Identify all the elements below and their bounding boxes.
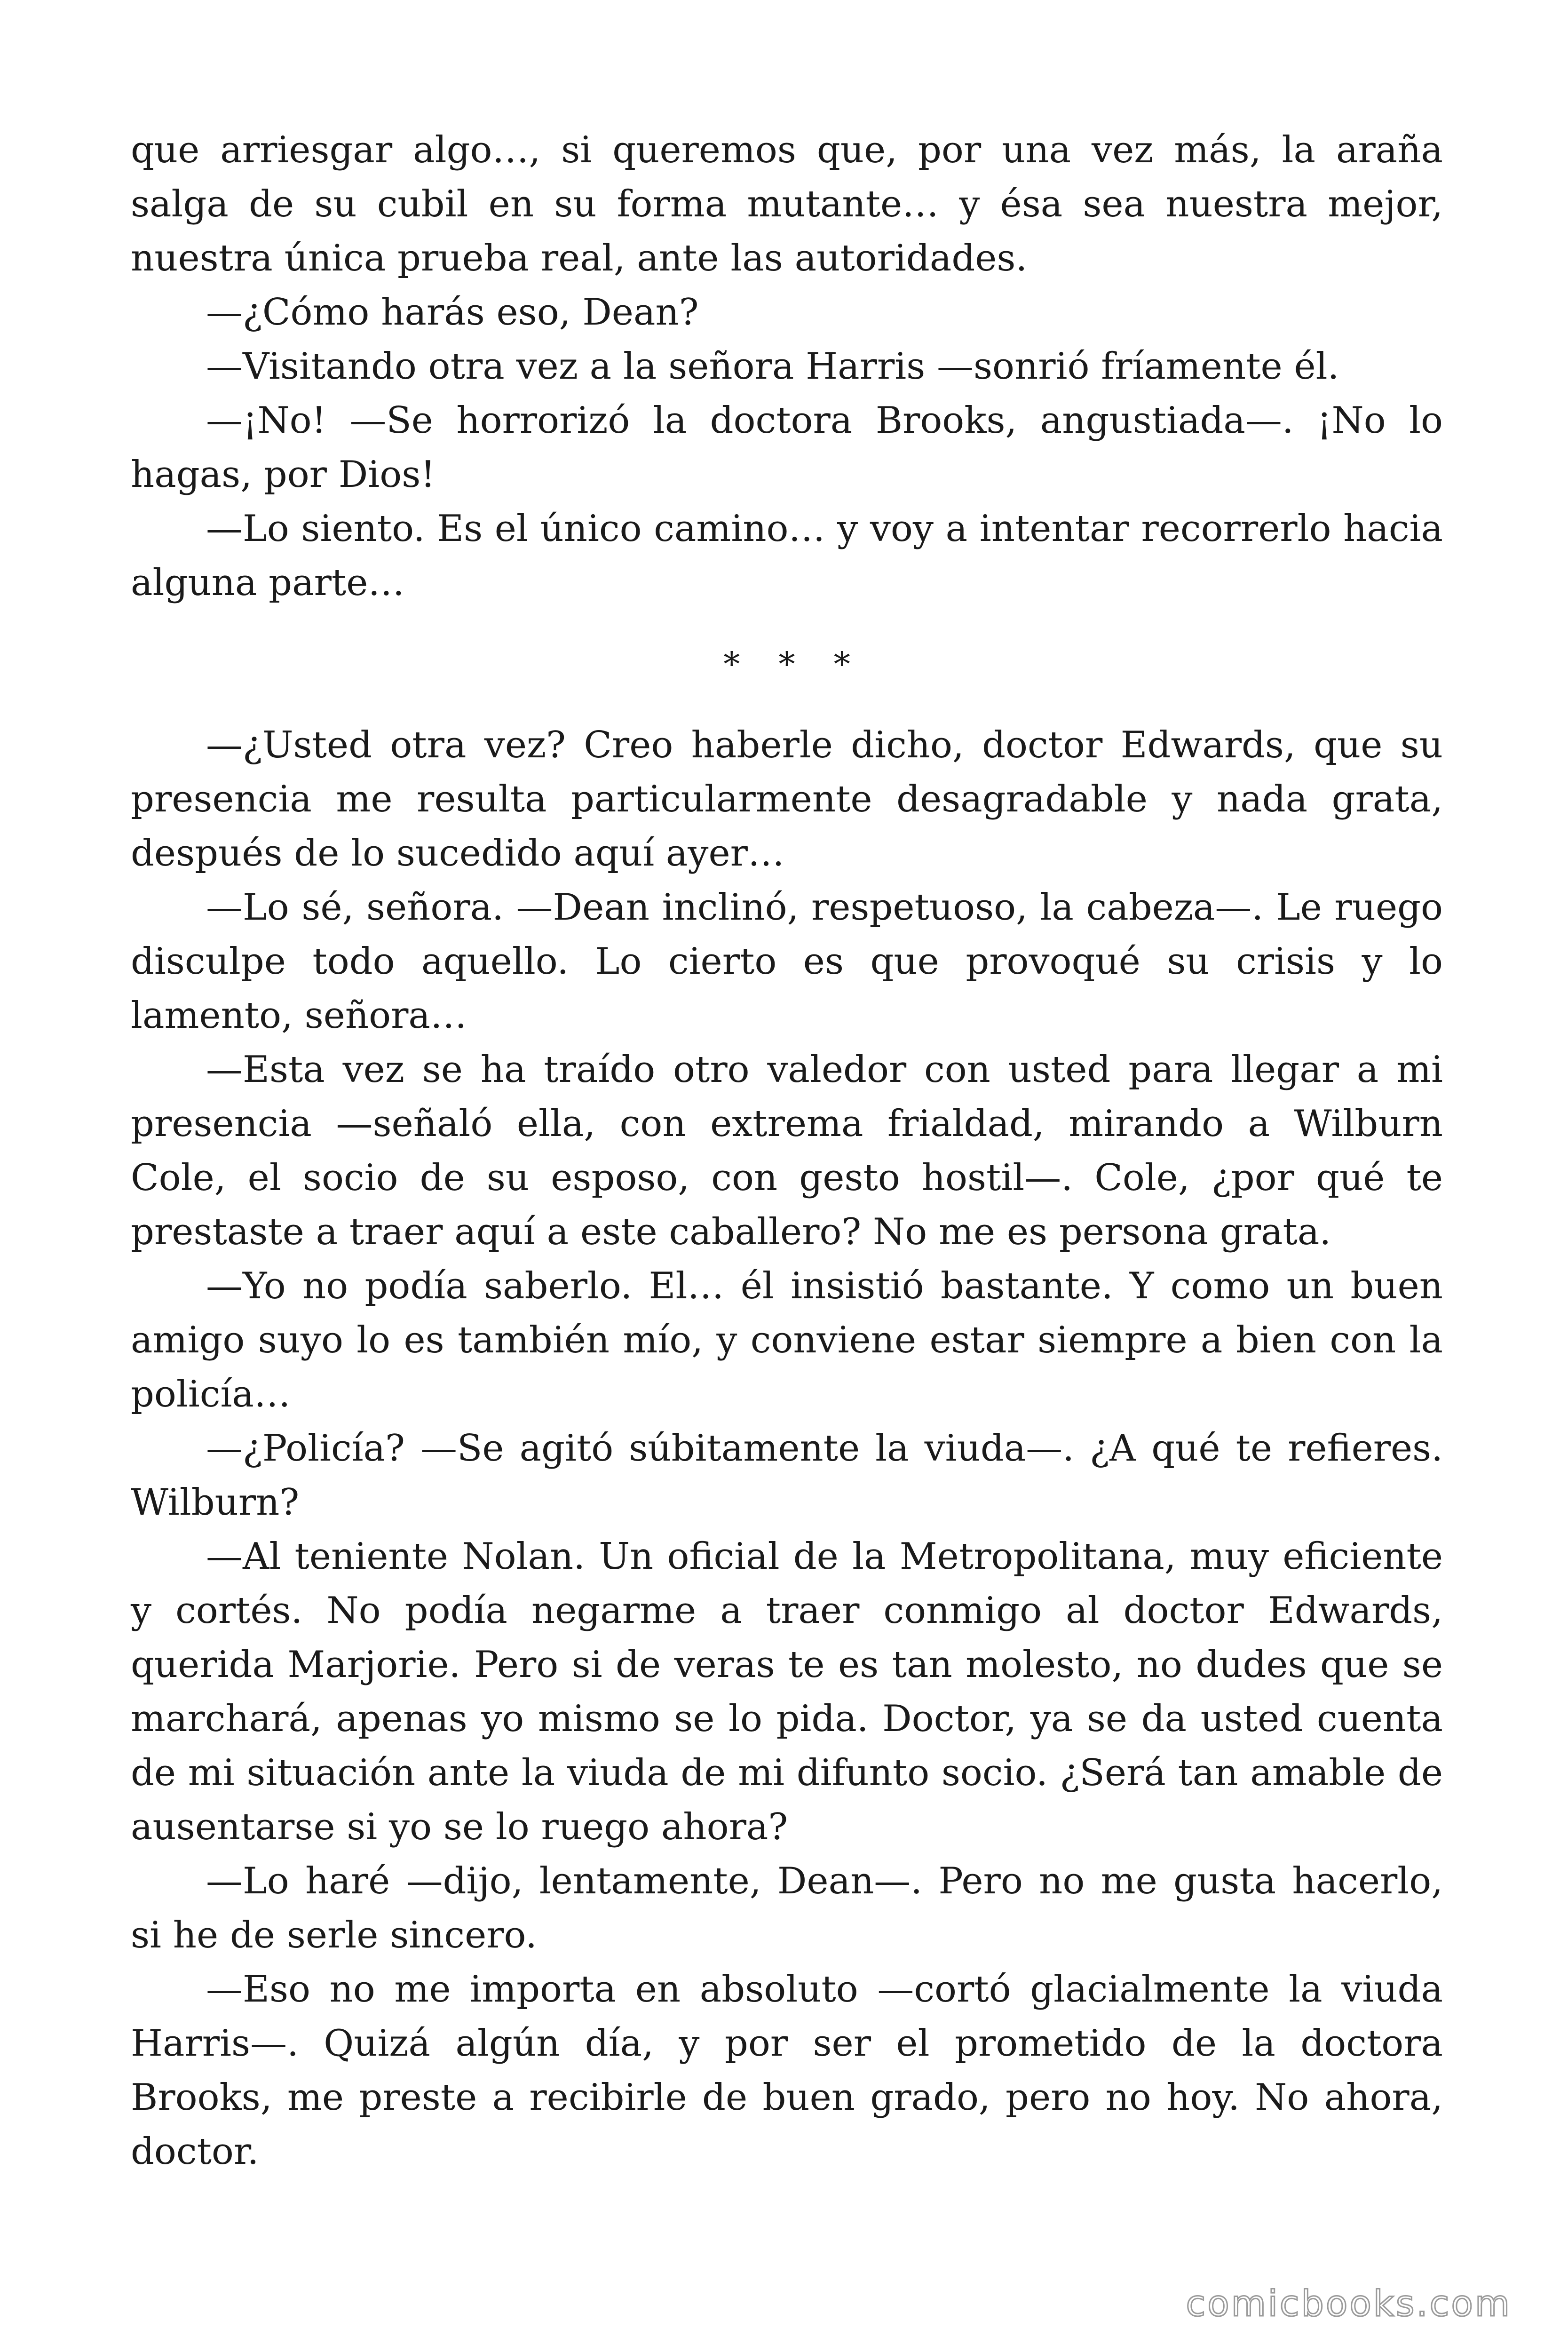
- paragraph: —¿Policía? —Se agitó súbitamente la viuda—. ¿A qué te refieres. Wilburn?: [131, 1427, 1443, 1524]
- paragraph: —Esta vez se ha traído otro valedor con usted para llegar a mi presencia —señaló ella, con extrema frialdad, mirando a Wilburn Cole, el socio de su esposo, con gesto hostil—. Cole, ¿por qué te prestaste a traer aquí a este caballero? No me es persona grata.: [131, 1049, 1443, 1253]
- paragraph: —Lo haré —dijo, lentamente, Dean—. Pero no me gusta hacerlo, si he de serle sincero.: [131, 1860, 1443, 1956]
- paragraph: —¿Usted otra vez? Creo haberle dicho, doctor Edwards, que su presencia me resulta particularmente desagradable y nada grata, después de lo sucedido aquí ayer…: [131, 724, 1443, 874]
- paragraph: —¡No! —Se horrorizó la doctora Brooks, angustiada—. ¡No lo hagas, por Dios!: [131, 399, 1443, 496]
- paragraph: —Yo no podía saberlo. El… él insistió bastante. Y como un buen amigo suyo lo es también mío, y conviene estar siempre a bien con la policía…: [131, 1265, 1443, 1415]
- paragraph: —Visitando otra vez a la señora Harris —sonrió fríamente él.: [206, 345, 1339, 388]
- paragraph-continuation: que arriesgar algo…, si queremos que, por una vez más, la araña salga de su cubil en su forma mutante… y ésa sea nuestra mejor, nuestra única prueba real, ante las autoridades.: [131, 129, 1443, 279]
- paragraph: —Lo sé, señora. —Dean inclinó, respetuoso, la cabeza—. Le ruego disculpe todo aquello. Lo cierto es que provoqué su crisis y lo lamento, señora…: [131, 886, 1443, 1037]
- paragraph: —Eso no me importa en absoluto —cortó glacialmente la viuda Harris—. Quizá algún día, y por ser el prometido de la doctora Brooks, me preste a recibirle de buen grado, pero no hoy. No ahora, doctor.: [131, 1968, 1443, 2173]
- section-break: * * *: [723, 645, 864, 683]
- paragraph: —Al teniente Nolan. Un oficial de la Metropolitana, muy eficiente y cortés. No podía negarme a traer conmigo al doctor Edwards, querida Marjorie. Pero si de veras te es tan molesto, no dudes que se marchará, apenas yo mismo se lo pida. Doctor, ya se da usted cuenta de mi situación ante la viuda de mi difunto socio. ¿Será tan amable de ausentarse si yo se lo ruego ahora?: [131, 1535, 1443, 1848]
- paragraph: —¿Cómo harás eso, Dean?: [206, 291, 699, 334]
- page-text: [131, 123, 1443, 2179]
- paragraph: —Lo siento. Es el único camino… y voy a intentar recorrerlo hacia alguna parte…: [131, 508, 1443, 604]
- watermark: comicbooks.com: [1186, 2282, 1512, 2324]
